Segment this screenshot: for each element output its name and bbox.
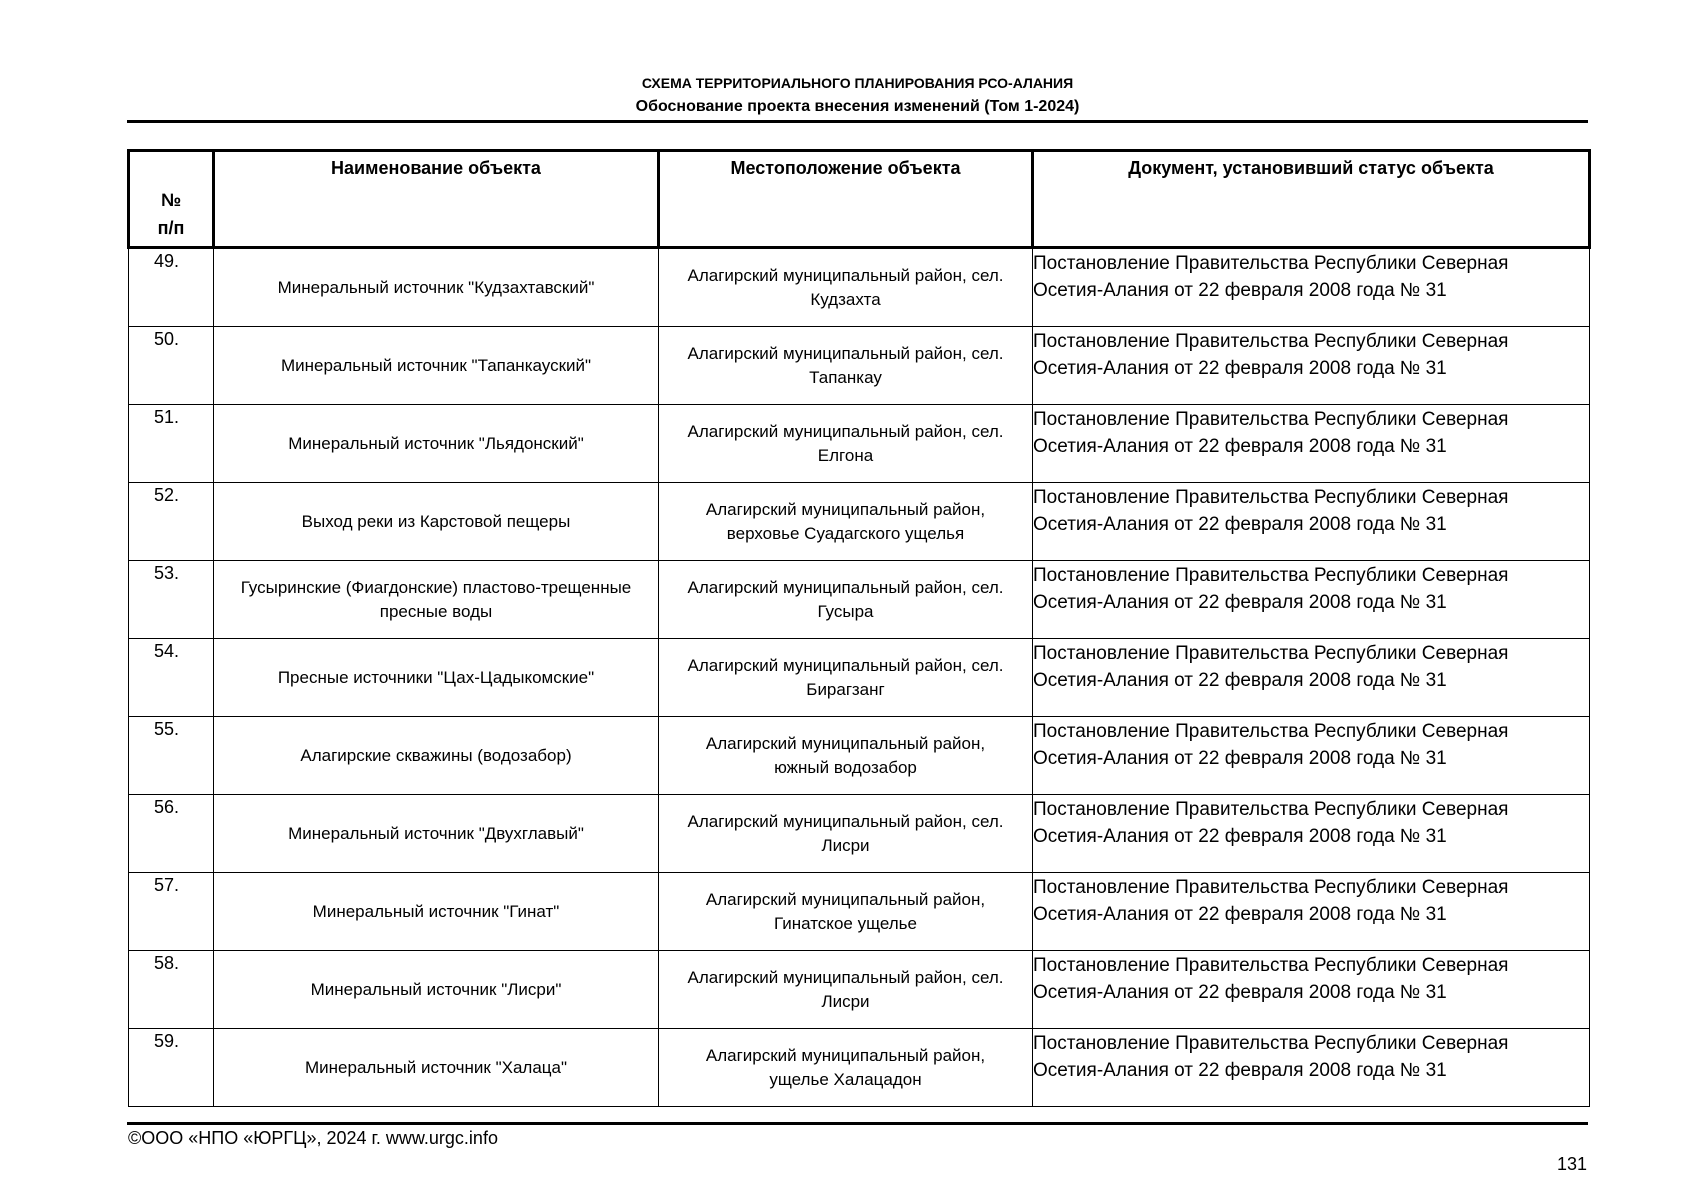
document-line: Постановление Правительства Республики Северная — [1033, 331, 1509, 352]
object-name: Минеральный источник "Халаца" — [214, 1029, 659, 1107]
table-row — [129, 873, 1590, 951]
document-line: Осетия-Алания от 22 февраля 2008 года № 31 — [1033, 1060, 1447, 1081]
objects-table — [127, 149, 1591, 1107]
location-line: ущелье Халацадон — [769, 1069, 922, 1089]
document-subtitle: Обоснование проекта внесения изменений (Том 1-2024) — [635, 98, 1080, 115]
row-number: 50. — [129, 327, 214, 405]
status-document — [1033, 405, 1590, 483]
column-header-location: Местоположение объекта — [659, 151, 1033, 248]
object-name: Минеральный источник "Двухглавый" — [214, 795, 659, 873]
document-line: Постановление Правительства Республики Северная — [1033, 487, 1509, 508]
table-row — [129, 561, 1590, 639]
column-header-name: Наименование объекта — [214, 151, 659, 248]
location-line: Алагирский муниципальный район, — [705, 1045, 986, 1065]
location-line: Тапанкау — [809, 367, 882, 387]
object-location — [659, 717, 1033, 795]
document-line: Осетия-Алания от 22 февраля 2008 года № 31 — [1033, 904, 1447, 925]
object-name: Алагирские скважины (водозабор) — [214, 717, 659, 795]
page-header — [128, 71, 1587, 119]
row-number: 57. — [129, 873, 214, 951]
location-line: Гинатское ущелье — [774, 913, 917, 933]
document-line: Постановление Правительства Республики Северная — [1033, 721, 1509, 742]
object-location — [659, 639, 1033, 717]
status-document — [1033, 951, 1590, 1029]
object-location — [659, 795, 1033, 873]
object-location — [659, 483, 1033, 561]
table-row — [129, 639, 1590, 717]
location-line: верховье Суадагского ущелья — [726, 523, 965, 543]
status-document — [1033, 717, 1590, 795]
location-line: Алагирский муниципальный район, сел. — [687, 811, 1004, 831]
row-number: 51. — [129, 405, 214, 483]
table-row — [129, 248, 1590, 327]
location-line: южный водозабор — [774, 757, 917, 777]
column-header-number — [129, 151, 214, 248]
row-number: 56. — [129, 795, 214, 873]
table-row — [129, 1029, 1590, 1107]
document-line: Осетия-Алания от 22 февраля 2008 года № 31 — [1033, 280, 1447, 301]
document-line: Осетия-Алания от 22 февраля 2008 года № 31 — [1033, 982, 1447, 1003]
document-line: Постановление Правительства Республики Северная — [1033, 877, 1509, 898]
location-line: Алагирский муниципальный район, сел. — [687, 577, 1004, 597]
object-location — [659, 561, 1033, 639]
status-document — [1033, 483, 1590, 561]
row-number: 59. — [129, 1029, 214, 1107]
location-line: Кудзахта — [810, 289, 881, 309]
row-number: 55. — [129, 717, 214, 795]
object-name: Минеральный источник "Лисри" — [214, 951, 659, 1029]
status-document — [1033, 561, 1590, 639]
object-location — [659, 248, 1033, 327]
status-document — [1033, 1029, 1590, 1107]
object-location — [659, 1029, 1033, 1107]
object-name: Пресные источники "Цах-Цадыкомские" — [214, 639, 659, 717]
table-row — [129, 483, 1590, 561]
document-line: Постановление Правительства Республики Северная — [1033, 565, 1509, 586]
object-name: Минеральный источник "Льядонский" — [214, 405, 659, 483]
table-row — [129, 717, 1590, 795]
row-number: 54. — [129, 639, 214, 717]
status-document — [1033, 795, 1590, 873]
table-row — [129, 405, 1590, 483]
document-line: Осетия-Алания от 22 февраля 2008 года № 31 — [1033, 436, 1447, 457]
document-line: Осетия-Алания от 22 февраля 2008 года № 31 — [1033, 748, 1447, 769]
table-row — [129, 327, 1590, 405]
document-title: СХЕМА ТЕРРИТОРИАЛЬНОГО ПЛАНИРОВАНИЯ РСО-АЛАНИЯ — [641, 75, 1074, 91]
document-line: Постановление Правительства Республики Северная — [1033, 643, 1509, 664]
row-number: 53. — [129, 561, 214, 639]
location-line: Алагирский муниципальный район, — [705, 499, 986, 519]
column-header-number-line2: п/п — [157, 218, 185, 238]
document-line: Постановление Правительства Республики Северная — [1033, 253, 1509, 274]
location-line: Лисри — [821, 991, 870, 1011]
location-line: Алагирский муниципальный район, сел. — [687, 343, 1004, 363]
row-number: 49. — [129, 248, 214, 327]
status-document — [1033, 639, 1590, 717]
location-line: Алагирский муниципальный район, — [705, 889, 986, 909]
location-line: Алагирский муниципальный район, сел. — [687, 421, 1004, 441]
location-line: Бирагзанг — [806, 679, 885, 699]
document-line: Постановление Правительства Республики Северная — [1033, 955, 1509, 976]
row-number: 52. — [129, 483, 214, 561]
table-row — [129, 951, 1590, 1029]
footer-divider — [127, 1122, 1588, 1125]
document-line: Осетия-Алания от 22 февраля 2008 года № 31 — [1033, 514, 1447, 535]
document-line: Постановление Правительства Республики Северная — [1033, 1033, 1509, 1054]
object-location — [659, 951, 1033, 1029]
document-line: Осетия-Алания от 22 февраля 2008 года № 31 — [1033, 826, 1447, 847]
status-document — [1033, 327, 1590, 405]
location-line: Елгона — [817, 445, 874, 465]
document-line: Постановление Правительства Республики Северная — [1033, 799, 1509, 820]
location-line: Гусыра — [817, 601, 874, 621]
object-location — [659, 405, 1033, 483]
object-name: Гусыринские (Фиагдонские) пластово-трещенные пресные воды — [214, 561, 659, 639]
object-name: Выход реки из Карстовой пещеры — [214, 483, 659, 561]
object-name: Минеральный источник "Тапанкауский" — [214, 327, 659, 405]
location-line: Алагирский муниципальный район, сел. — [687, 967, 1004, 987]
page-number: 131 — [1556, 1154, 1587, 1174]
column-header-number-line1: № — [160, 190, 182, 210]
header-divider — [127, 120, 1588, 123]
object-location — [659, 873, 1033, 951]
object-location — [659, 327, 1033, 405]
status-document — [1033, 873, 1590, 951]
document-line: Постановление Правительства Республики Северная — [1033, 409, 1509, 430]
location-line: Алагирский муниципальный район, сел. — [687, 265, 1004, 285]
location-line: Лисри — [821, 835, 870, 855]
table-header-row — [129, 151, 1590, 248]
location-line: Алагирский муниципальный район, — [705, 733, 986, 753]
row-number: 58. — [129, 951, 214, 1029]
status-document — [1033, 248, 1590, 327]
document-line: Осетия-Алания от 22 февраля 2008 года № 31 — [1033, 670, 1447, 691]
table-row — [129, 795, 1590, 873]
column-header-document: Документ, установивший статус объекта — [1033, 151, 1590, 248]
object-name: Минеральный источник "Гинат" — [214, 873, 659, 951]
footer-copyright: ©ООО «НПО «ЮРГЦ», 2024 г. www.urgc.info — [128, 1128, 498, 1148]
object-name: Минеральный источник "Кудзахтавский" — [214, 248, 659, 327]
document-line: Осетия-Алания от 22 февраля 2008 года № 31 — [1033, 358, 1447, 379]
document-line: Осетия-Алания от 22 февраля 2008 года № 31 — [1033, 592, 1447, 613]
location-line: Алагирский муниципальный район, сел. — [687, 655, 1004, 675]
